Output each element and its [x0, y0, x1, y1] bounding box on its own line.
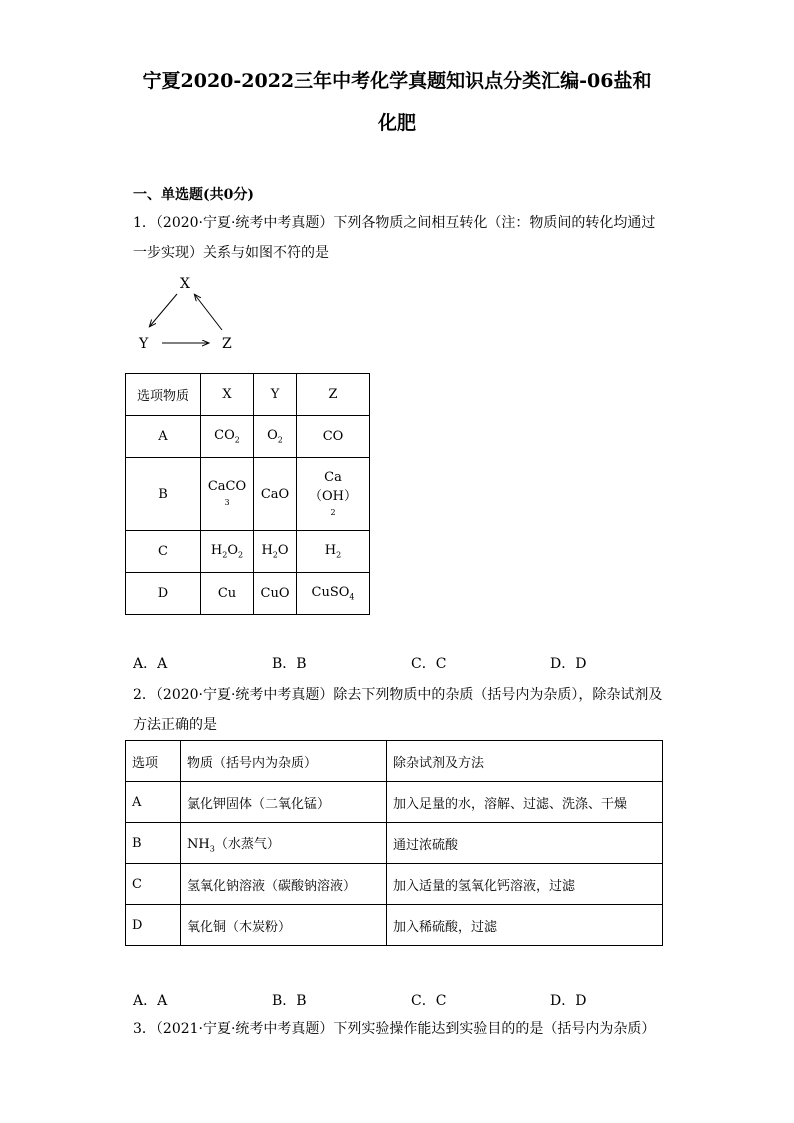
table-row	[126, 573, 370, 615]
section-heading: 一、单选题(共0分)	[133, 187, 254, 203]
page-title-line-1: 宁夏2020-2022三年中考化学真题知识点分类汇编-06盐和	[142, 70, 652, 92]
option-c[interactable]: C．C	[411, 993, 447, 1009]
question-1-table	[125, 373, 370, 615]
formula-h2o2: $H_2O_2$	[201, 531, 254, 573]
table-cell: 氯化钾固体（二氧化锰）	[181, 782, 387, 823]
option-a[interactable]: A．A	[133, 993, 168, 1009]
question-2-options	[133, 990, 693, 1010]
table-cell: D	[126, 573, 201, 615]
question-1-stem: 1．（2020·宁夏·统考中考真题）下列各物质之间相互转化（注：物质间的转化均通过一步实现）关系与如图不符的是	[133, 215, 656, 261]
table-cell: B	[126, 823, 181, 864]
table-cell: C	[126, 531, 201, 573]
table-header-cell: 选项物质	[126, 374, 201, 416]
formula-co2: $CO_2$	[201, 416, 254, 458]
formula-cuso4: CuSO$_4$	[297, 573, 370, 615]
table-row	[126, 905, 663, 946]
diagram-label-y: Y	[139, 336, 149, 352]
option-c[interactable]: C．C	[411, 656, 447, 672]
table-row	[126, 416, 370, 458]
table-row	[126, 823, 663, 864]
table-row	[126, 782, 663, 823]
formula-caco3: CaCO 3	[201, 458, 254, 531]
table-cell: D	[126, 905, 181, 946]
table-cell: 氢氧化钠溶液（碳酸钠溶液）	[181, 864, 387, 905]
diagram-label-x: X	[180, 276, 190, 292]
table-cell: CO	[297, 416, 370, 458]
question-3-stem: 3．（2021·宁夏·统考中考真题）下列实验操作能达到实验目的的是（括号内为杂质）	[133, 1021, 656, 1037]
table-cell: 加入适量的氢氧化钙溶液，过滤	[387, 864, 663, 905]
table-cell: B	[126, 458, 201, 531]
question-2-table	[125, 740, 663, 946]
diagram-label-z: Z	[222, 336, 232, 352]
table-header-cell: 物质（括号内为杂质）	[181, 741, 387, 782]
option-b[interactable]: B．B	[272, 656, 307, 672]
arrow-x-to-y	[150, 294, 177, 326]
arrow-z-to-x	[195, 295, 222, 330]
table-cell: A	[126, 416, 201, 458]
option-d[interactable]: D．D	[550, 656, 587, 672]
page-title-line-2: 化肥	[377, 112, 416, 134]
option-a[interactable]: A．A	[133, 656, 168, 672]
question-2-stem: 2．（2020·宁夏·统考中考真题）除去下列物质中的杂质（括号内为杂质），除杂试剂及方法正确的是	[133, 687, 663, 733]
table-cell: CuO	[254, 573, 297, 615]
table-row	[126, 531, 370, 573]
table-header-cell: 除杂试剂及方法	[387, 741, 663, 782]
table-cell: C	[126, 864, 181, 905]
table-cell: 氧化铜（木炭粉）	[181, 905, 387, 946]
table-cell: CaO	[254, 458, 297, 531]
formula-o2: $O_2$	[254, 416, 297, 458]
table-header-cell: 选项	[126, 741, 181, 782]
formula-h2: $H_2$	[297, 531, 370, 573]
formula-caoh2: Ca（OH） 2	[297, 458, 370, 531]
table-row	[126, 458, 370, 531]
table-cell: A	[126, 782, 181, 823]
table-cell: 加入足量的水，溶解、过滤、洗涤、干燥	[387, 782, 663, 823]
option-b[interactable]: B．B	[272, 993, 307, 1009]
formula-h2o: $H_2O$	[254, 531, 297, 573]
table-header-cell: Z	[297, 374, 370, 416]
table-cell: 加入稀硫酸，过滤	[387, 905, 663, 946]
conversion-diagram	[130, 270, 250, 360]
table-row	[126, 864, 663, 905]
table-header-cell: Y	[254, 374, 297, 416]
option-d[interactable]: D．D	[550, 993, 587, 1009]
formula-nh3: $NH_3$（水蒸气）	[181, 823, 387, 864]
table-header-cell: X	[201, 374, 254, 416]
table-cell: Cu	[201, 573, 254, 615]
question-1-options	[133, 653, 693, 673]
table-cell: 通过浓硫酸	[387, 823, 663, 864]
